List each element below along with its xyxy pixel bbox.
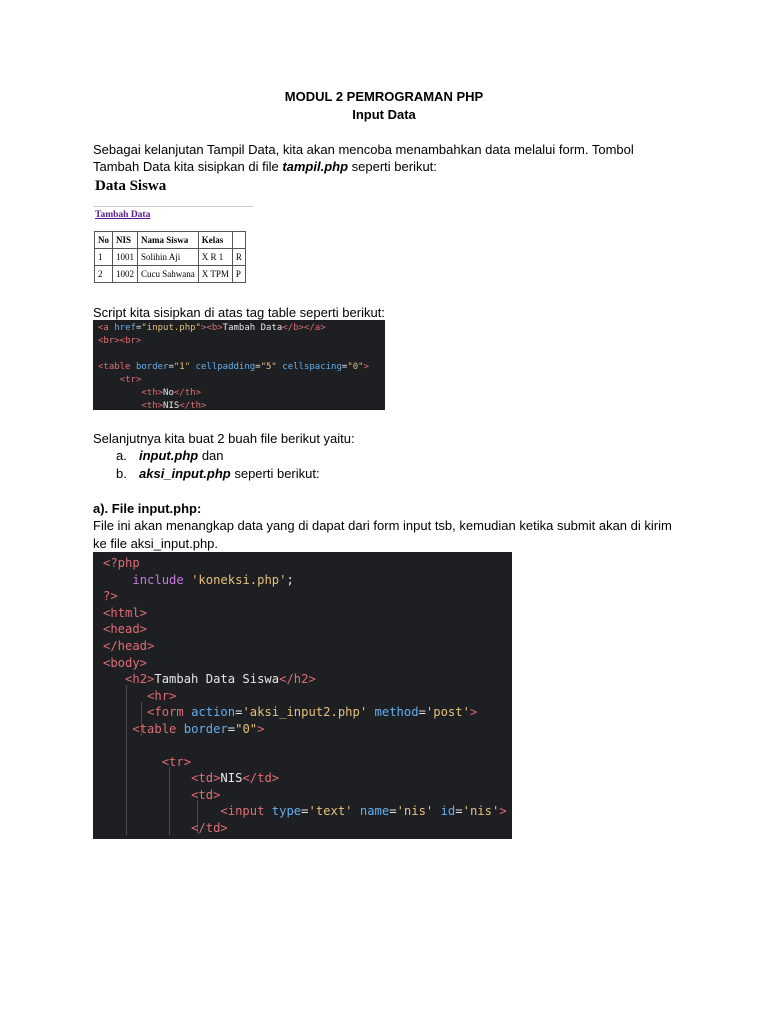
code-line: <tr> <box>161 755 192 769</box>
list-file-name: aksi_input.php <box>139 466 231 481</box>
code-line: <th>NIS</th> <box>141 401 207 410</box>
code-line: <input type='text' name='nis' id='nis'> <box>220 804 507 818</box>
table-row <box>95 266 246 283</box>
list-rest: seperti berikut: <box>230 466 320 481</box>
section-desc-2: ke file aksi_input.php. <box>93 536 219 551</box>
list-item <box>116 465 320 482</box>
list-text <box>139 447 224 464</box>
intro-line-2-post: seperti berikut: <box>348 159 437 174</box>
intro-file-name: tampil.php <box>282 159 349 174</box>
intro-line-2-pre: Tambah Data kita sisipkan di file <box>93 159 283 174</box>
header-nama: Nama Siswa <box>138 232 199 249</box>
header-kelas: Kelas <box>198 232 232 249</box>
code-line: <td> <box>191 788 221 802</box>
intro-line-2 <box>93 158 437 175</box>
cell-kelas: X TPM <box>198 266 232 283</box>
cell-nis: 1001 <box>113 249 138 266</box>
code-line: <tr> <box>119 375 142 385</box>
code-line: <head> <box>103 622 148 636</box>
table-row <box>95 249 246 266</box>
list-text <box>139 465 320 482</box>
cell-nama: Solihin Aji <box>138 249 199 266</box>
code-line: <table border="1" cellpadding="5" cellspacing="0"> <box>98 362 369 372</box>
code-line: <a href="input.php"><b>Tambah Data</b></a> <box>98 323 326 333</box>
code-line: ?> <box>103 589 118 603</box>
code-line: <form action='aksi_input2.php' method='post'> <box>147 705 478 719</box>
section-desc-1: File ini akan menangkap data yang di dapat dari form input tsb, kemudian ketika submit akan di kirim <box>93 518 672 533</box>
data-siswa-heading: Data Siswa <box>95 178 167 194</box>
code-line: </td> <box>191 821 228 835</box>
code-line: </head> <box>103 639 155 653</box>
code-line: <td>NIS</td> <box>191 771 280 785</box>
list-item <box>116 447 224 464</box>
code-line: <?php <box>103 556 140 570</box>
data-siswa-screenshot <box>93 176 253 286</box>
document-title: MODUL 2 PEMROGRAMAN PHP <box>284 89 484 104</box>
code-block-2 <box>93 552 512 839</box>
table-header-row <box>95 232 246 249</box>
script-note: Script kita sisipkan di atas tag table seperti berikut: <box>93 305 385 320</box>
siswa-table <box>94 231 246 283</box>
code-line: <th>No</th> <box>141 388 201 398</box>
cell-no: 2 <box>95 266 113 283</box>
cell-kelas: X R 1 <box>198 249 232 266</box>
header-no: No <box>95 232 113 249</box>
cell-extra: R <box>232 249 245 266</box>
code-line: <table border="0"> <box>132 722 265 736</box>
code-line: include 'koneksi.php'; <box>132 573 294 587</box>
intro-line-1: Sebagai kelanjutan Tampil Data, kita akan mencoba menambahkan data melalui form. Tombol <box>93 142 634 157</box>
list-marker: a. <box>116 448 127 463</box>
divider <box>93 206 253 207</box>
next-note: Selanjutnya kita buat 2 buah file berikut yaitu: <box>93 431 355 446</box>
list-rest: dan <box>198 448 224 463</box>
section-heading: a). File input.php: <box>93 501 202 516</box>
code-line: <hr> <box>147 689 177 703</box>
cell-extra: P <box>232 266 245 283</box>
cell-nis: 1002 <box>113 266 138 283</box>
cell-nama: Cucu Sahwana <box>138 266 199 283</box>
list-file-name: input.php <box>139 448 199 463</box>
cell-no: 1 <box>95 249 113 266</box>
code-line: <br><br> <box>98 336 142 346</box>
code-line: <body> <box>103 656 148 670</box>
tambah-data-link[interactable]: Tambah Data <box>95 210 151 220</box>
code-line: <html> <box>103 606 148 620</box>
list-marker: b. <box>116 466 127 481</box>
document-subtitle: Input Data <box>352 107 416 122</box>
header-extra <box>232 232 245 249</box>
code-line: <h2>Tambah Data Siswa</h2> <box>125 672 316 686</box>
header-nis: NIS <box>113 232 138 249</box>
code-block-1 <box>93 320 385 410</box>
